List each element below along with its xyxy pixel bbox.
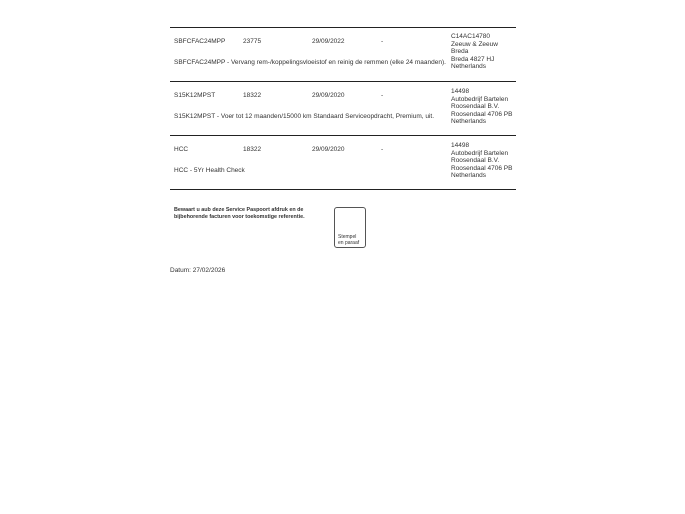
- record-code: SBFCFAC24MPP: [174, 38, 226, 45]
- record-code: HCC: [174, 146, 189, 153]
- record-code: S15K12MPST: [174, 92, 216, 99]
- print-date: Datum: 27/02/2026: [170, 267, 226, 274]
- record-date: 29/09/2020: [312, 92, 345, 99]
- dealer-line: Netherlands: [451, 118, 487, 125]
- record-description: SBFCFAC24MPP - Vervang rem-/koppelingsvloeistof en reinig de remmen (elke 24 maanden).: [174, 59, 446, 66]
- dealer-line: C14AC14780: [451, 33, 491, 40]
- dealer-line: Netherlands: [451, 63, 487, 70]
- dealer-line: Zeeuw & Zeeuw: [451, 40, 498, 48]
- retention-note: [174, 207, 314, 221]
- record-date: 29/09/2022: [312, 38, 345, 45]
- record-dash: -: [381, 146, 384, 153]
- dealer-line: Roosendaal 4706 PB: [451, 110, 513, 118]
- dealer-line: Roosendaal B.V.: [451, 103, 500, 110]
- record-date: 29/09/2020: [312, 146, 345, 153]
- record-description: HCC - 5Yr Health Check: [174, 167, 245, 174]
- record-description: S15K12MPST - Voer tot 12 maanden/15000 km Standaard Serviceopdracht, Premium, uit.: [174, 113, 435, 120]
- stamp-label-line: Stempel: [338, 234, 357, 240]
- service-record: [170, 135, 516, 190]
- record-number: 23775: [243, 38, 262, 45]
- retention-note-line: Bewaart u aub deze Service Paspoort afdruk en de: [174, 207, 304, 213]
- record-dash: -: [381, 38, 384, 45]
- dealer-line: Autobedrijf Bartelen: [451, 95, 509, 103]
- record-number: 18322: [243, 146, 262, 153]
- service-record: [170, 27, 516, 81]
- dealer-line: 14498: [451, 142, 470, 149]
- service-record: [170, 81, 516, 135]
- record-dealer: [451, 88, 512, 126]
- retention-note-line: bijbehorende facturen voor toekomstige referentie.: [174, 213, 305, 220]
- record-number: 18322: [243, 92, 262, 99]
- dealer-line: Breda: [451, 48, 469, 55]
- dealer-line: Netherlands: [451, 172, 487, 179]
- stamp-label: [338, 234, 359, 246]
- dealer-line: Autobedrijf Bartelen: [451, 149, 509, 157]
- service-records: [170, 27, 516, 190]
- record-dealer: [451, 33, 498, 71]
- stamp-label-line: en paraaf: [338, 240, 360, 246]
- dealer-line: Roosendaal 4706 PB: [451, 164, 513, 172]
- record-dealer: [451, 142, 512, 180]
- record-dash: -: [381, 92, 384, 99]
- stamp-box: [334, 207, 366, 248]
- dealer-line: Roosendaal B.V.: [451, 157, 500, 164]
- dealer-line: Breda 4827 HJ: [451, 55, 495, 63]
- dealer-line: 14498: [451, 88, 470, 95]
